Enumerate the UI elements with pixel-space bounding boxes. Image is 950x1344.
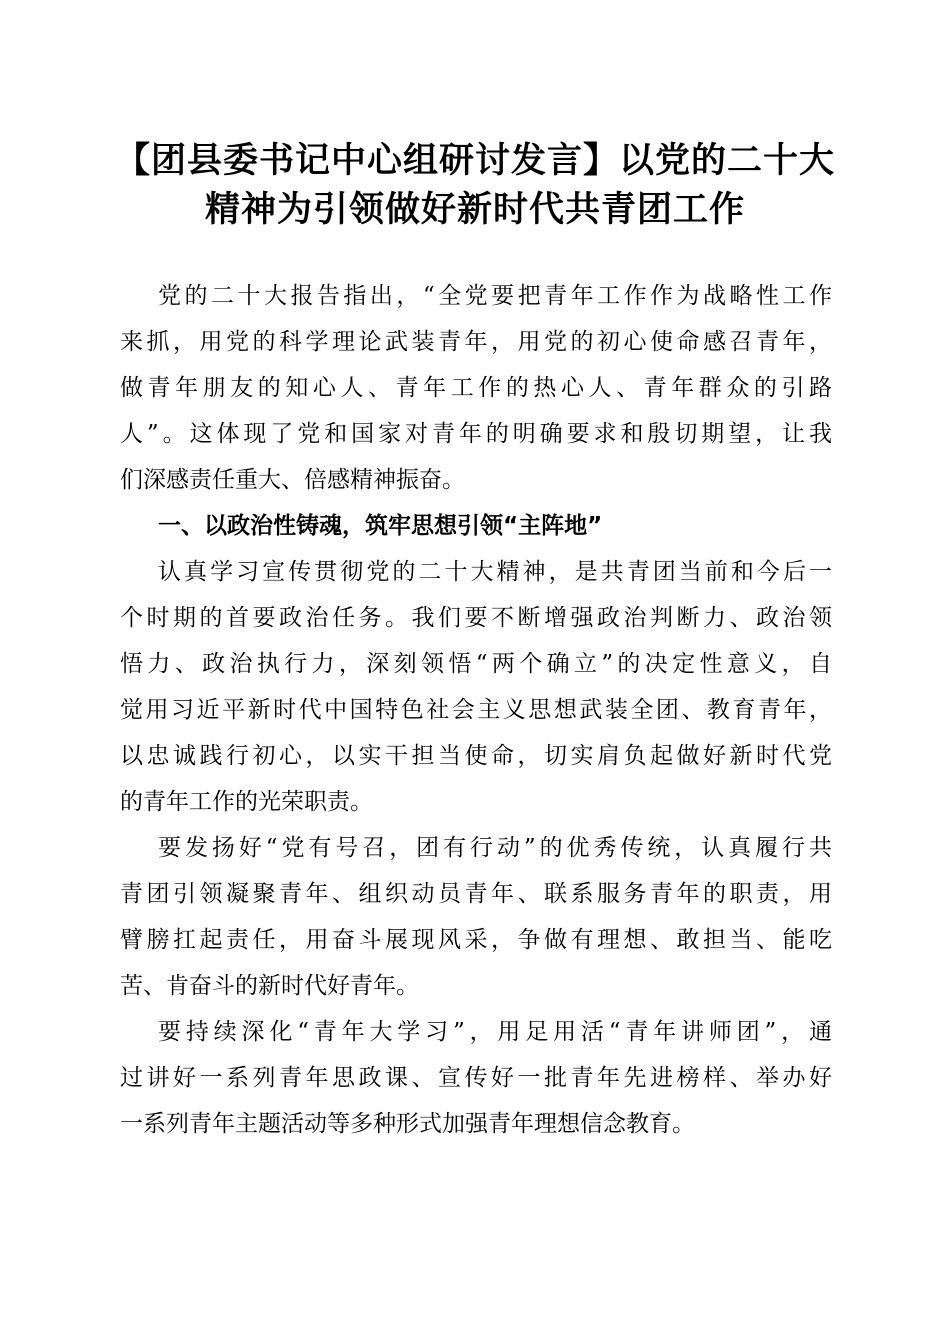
paragraph-line: 做青年朋友的知心人、青年工作的热心人、青年群众的引路 bbox=[120, 375, 832, 401]
paragraph-line: 过讲好一系列青年思政课、宣传好一批青年先进榜样、举办好 bbox=[120, 1065, 832, 1091]
section-heading: 一、以政治性铸魂，筑牢思想引领“主阵地” bbox=[158, 513, 603, 539]
paragraph-line: 要发扬好“党有号召，团有行动”的优秀传统，认真履行共 bbox=[158, 835, 832, 861]
paragraph-line: 党的二十大报告指出，“全党要把青年工作作为战略性工作 bbox=[158, 283, 832, 309]
title-line: 【团县委书记中心组研讨发言】以党的二十大 bbox=[114, 140, 835, 181]
paragraph-line: 臂膀扛起责任，用奋斗展现风采，争做有理想、敢担当、能吃 bbox=[120, 927, 832, 953]
paragraph-line: 悟力、政治执行力，深刻领悟“两个确立”的决定性意义，自 bbox=[120, 651, 832, 677]
paragraph-line: 苦、肯奋斗的新时代好青年。 bbox=[120, 973, 419, 999]
paragraph-line: 认真学习宣传贯彻党的二十大精神，是共青团当前和今后一 bbox=[158, 559, 832, 585]
paragraph-line: 人”。这体现了党和国家对青年的明确要求和殷切期望，让我 bbox=[120, 421, 832, 447]
paragraph-line: 个时期的首要政治任务。我们要不断增强政治判断力、政治领 bbox=[120, 605, 832, 631]
title-line: 精神为引领做好新时代共青团工作 bbox=[204, 189, 745, 230]
paragraph-line: 来抓，用党的科学理论武装青年，用党的初心使命感召青年， bbox=[120, 329, 832, 355]
paragraph-line: 们深感责任重大、倍感精神振奋。 bbox=[120, 467, 465, 493]
paragraph-line: 要持续深化“青年大学习”，用足用活“青年讲师团”，通 bbox=[158, 1019, 832, 1045]
paragraph-line: 的青年工作的光荣职责。 bbox=[120, 789, 373, 815]
paragraph-line: 一系列青年主题活动等多种形式加强青年理想信念教育。 bbox=[120, 1111, 695, 1137]
document-title bbox=[90, 136, 860, 234]
paragraph-line: 以忠诚践行初心，以实干担当使命，切实肩负起做好新时代党 bbox=[120, 743, 832, 769]
document-body bbox=[120, 273, 832, 1147]
paragraph-line: 青团引领凝聚青年、组织动员青年、联系服务青年的职责，用 bbox=[120, 881, 832, 907]
paragraph-line: 觉用习近平新时代中国特色社会主义思想武装全团、教育青年， bbox=[120, 697, 832, 723]
